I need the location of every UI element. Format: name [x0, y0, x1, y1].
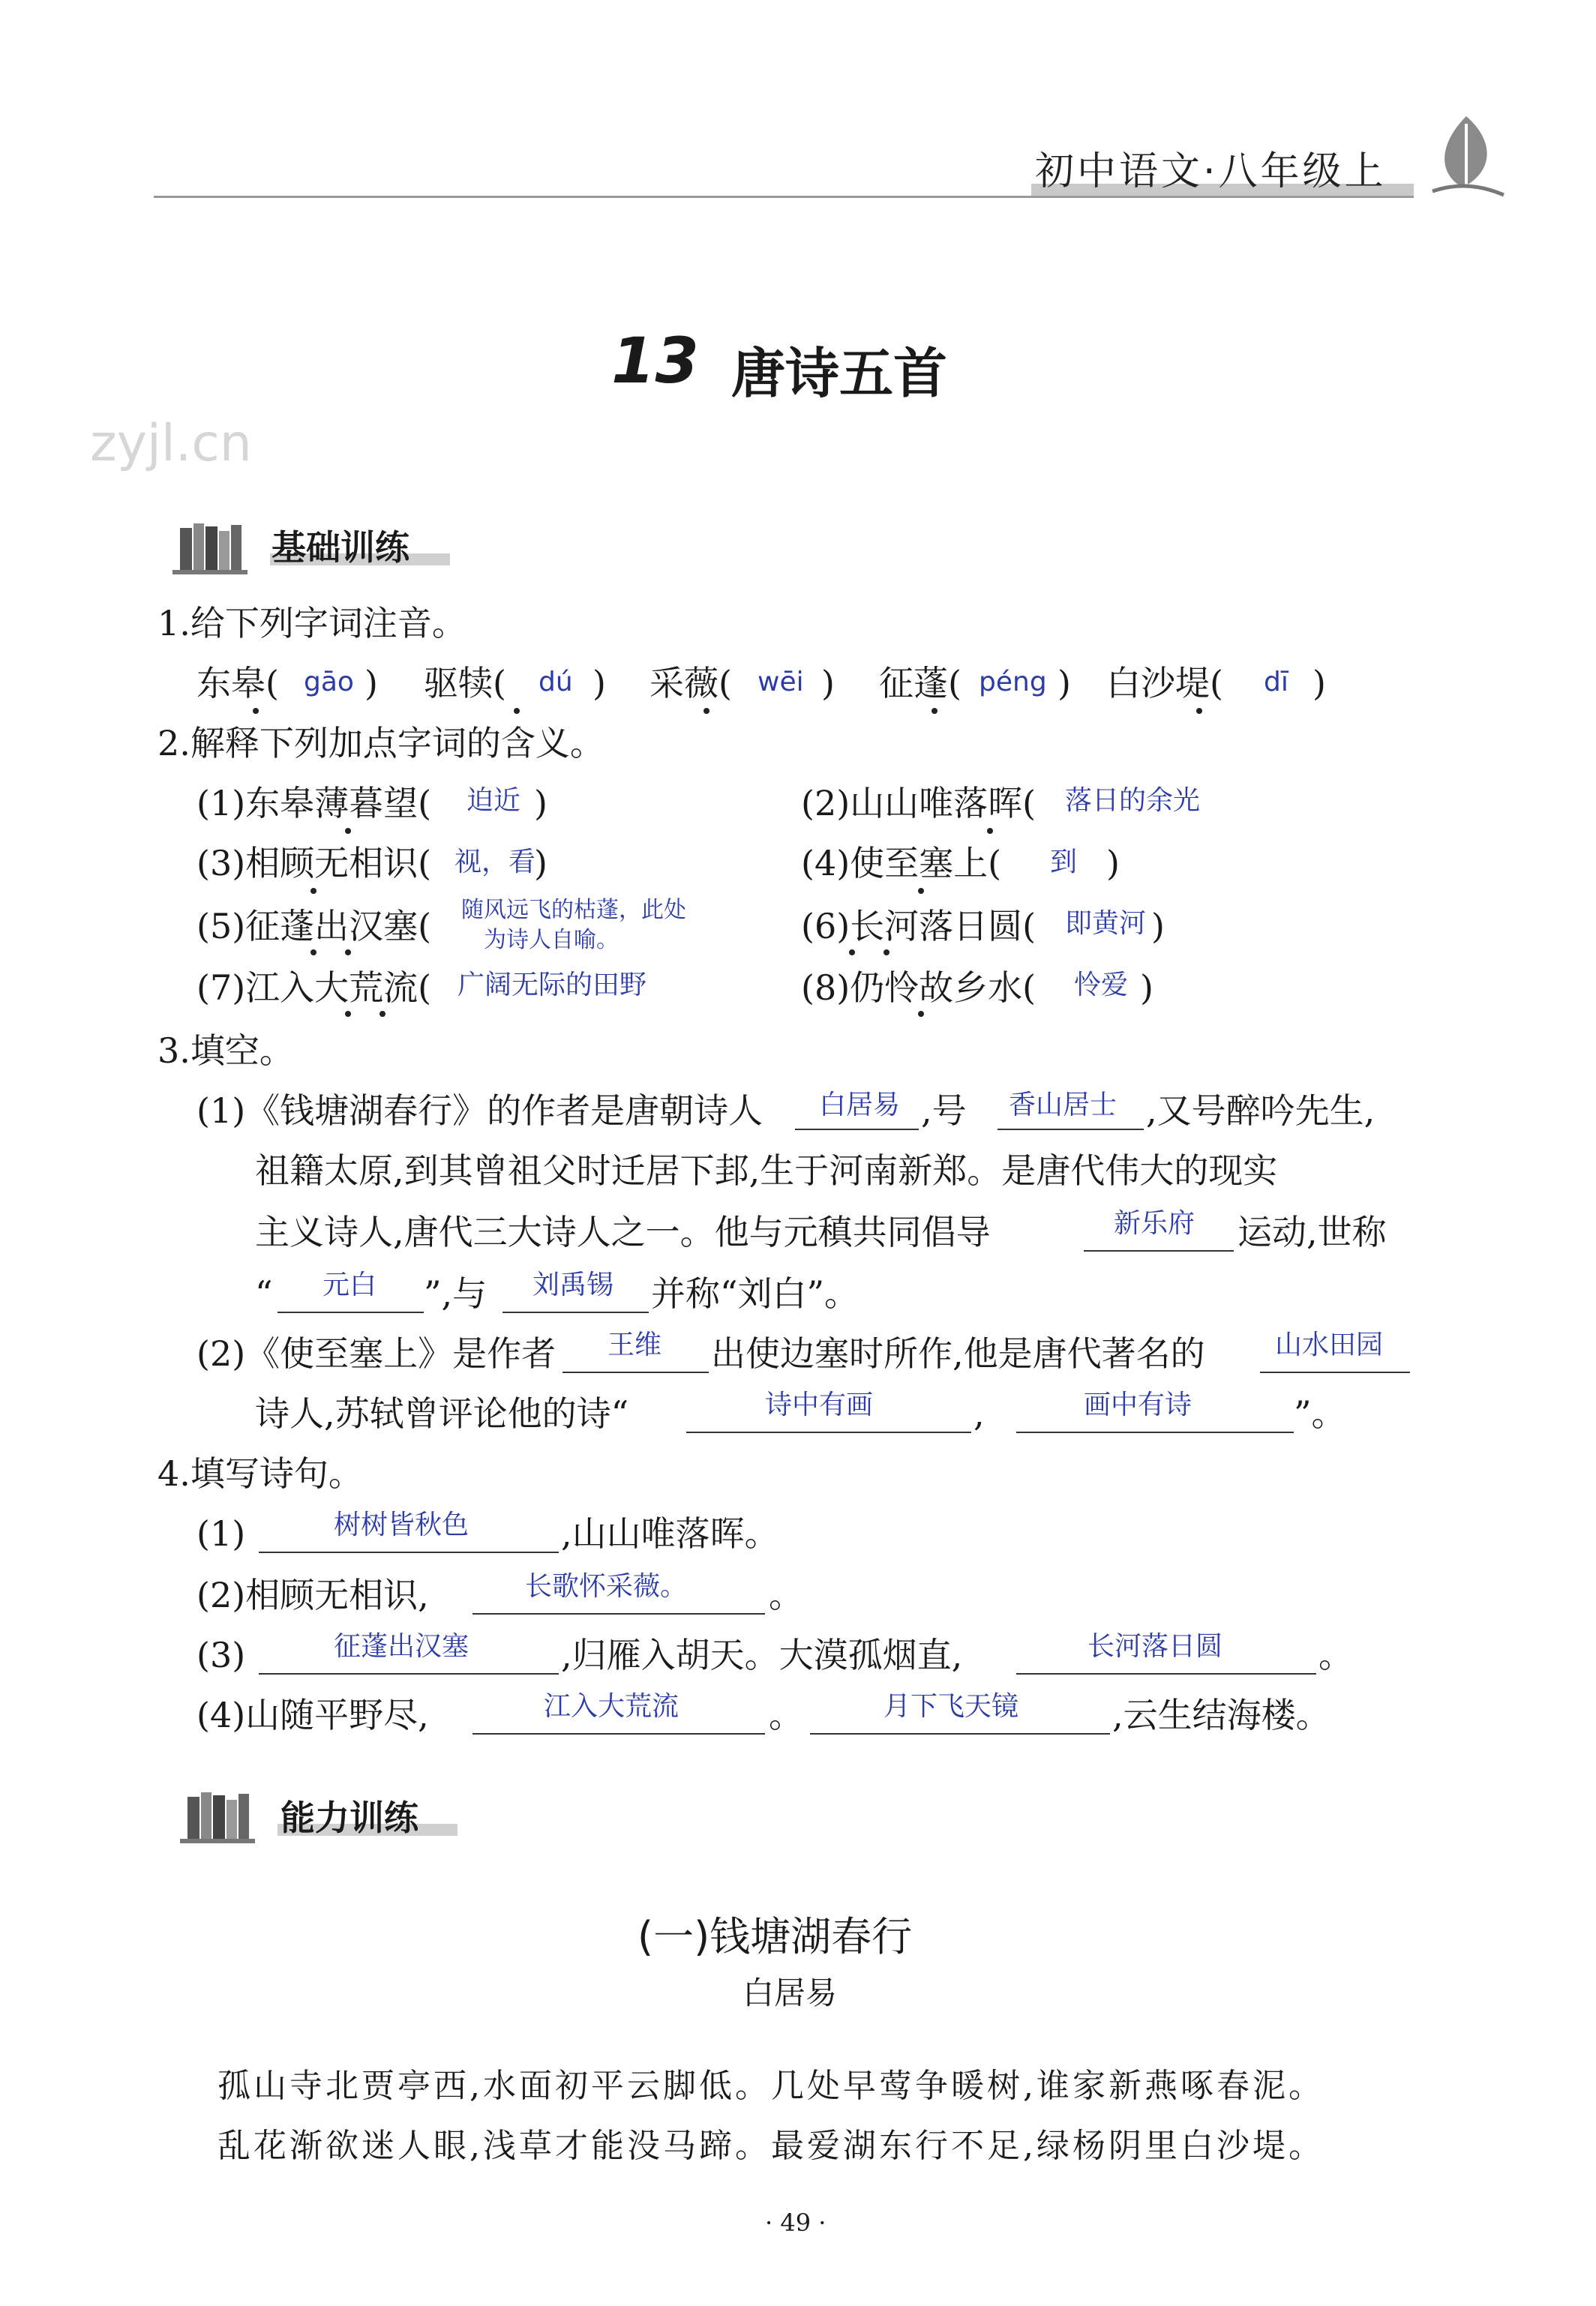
answer-blank — [686, 1432, 971, 1433]
emphasis-dot — [345, 949, 351, 955]
q1-item-answer: dú — [538, 667, 573, 697]
q3-p1-text: 祖籍太原,到其曾祖父时迁居下邽,生于河南新郑。是唐代伟大的现实 — [255, 1150, 1278, 1191]
q2-answer: 落日的余光 — [1065, 785, 1201, 816]
q2-answer: 怜爱 — [1074, 970, 1129, 1000]
q2-close: ) — [1140, 967, 1154, 1008]
q2-answer: 即黄河 — [1065, 908, 1147, 939]
q3-p2-text: 诗人,苏轼曾评论他的诗“ — [255, 1393, 629, 1434]
q3-p1-text: ,又号醉吟先生, — [1146, 1090, 1376, 1131]
books-icon — [165, 517, 255, 576]
answer-blank — [1260, 1372, 1410, 1373]
emphasis-dot — [932, 708, 938, 714]
q2-answer: 视，看 — [454, 847, 536, 877]
emphasis-dot — [310, 949, 316, 955]
answer-blank — [810, 1733, 1110, 1735]
q2-close: ) — [1106, 843, 1120, 883]
poem-line: 孤山寺北贾亭西,水面初平云脚低。几处早莺争暖树,谁家新燕啄春泥。 — [218, 2067, 1324, 2105]
q3-p2-text: ”。 — [1294, 1393, 1346, 1434]
q3-p1-text: (1)《钱塘湖春行》的作者是唐朝诗人 — [196, 1090, 764, 1131]
q2-answer: 广阔无际的田野 — [458, 970, 647, 1000]
emphasis-dot — [987, 828, 993, 834]
answer-blank — [259, 1552, 559, 1553]
q1-item-word: 驱犊( — [424, 663, 506, 703]
q3-p1-text: 运动,世称 — [1238, 1212, 1387, 1252]
q4-text: (1) — [196, 1513, 246, 1554]
q3-p1-text: ”,与 — [424, 1273, 488, 1314]
q2-item: (7)江入大荒流( — [196, 967, 432, 1008]
q4-text: ,云生结海楼。 — [1112, 1695, 1330, 1735]
q3-p2-text: (2)《使至塞上》是作者 — [196, 1333, 556, 1374]
q1-item-word: 征蓬( — [879, 663, 962, 703]
answer-blank — [259, 1673, 559, 1675]
header-rule — [154, 196, 1414, 198]
q2-item: (5)征蓬出汉塞( — [196, 906, 432, 946]
q4-answer: 征蓬出汉塞 — [334, 1631, 470, 1662]
q1-item-answer: wēi — [758, 667, 804, 697]
q4-answer: 长河落日圆 — [1088, 1631, 1223, 1662]
lesson-number: 13 — [611, 324, 699, 397]
q2-close: ) — [534, 843, 548, 883]
emphasis-dot — [380, 1011, 386, 1017]
q3-p1-text: 并称“刘白”。 — [651, 1273, 860, 1314]
q4-text: (4)山随平野尽, — [196, 1695, 429, 1735]
q3-p2-text: 出使边塞时所作,他是唐代著名的 — [711, 1333, 1205, 1374]
answer-blank — [998, 1129, 1144, 1130]
q3-p1-answer: 白居易 — [819, 1090, 901, 1120]
q4-text: 。 — [1318, 1635, 1353, 1675]
answer-blank — [472, 1613, 765, 1615]
section-title-ability: 能力训练 — [280, 1798, 418, 1838]
answer-blank — [1084, 1250, 1234, 1252]
q4-prompt: 4.填写诗句。 — [158, 1453, 363, 1494]
q2-prompt: 2.解释下列加点字词的含义。 — [158, 723, 604, 763]
q2-item: (2)山山唯落晖( — [801, 783, 1036, 823]
q1-item-answer: dī — [1264, 667, 1288, 697]
q2-close: ) — [534, 783, 548, 823]
q4-answer: 长歌怀采薇。 — [525, 1571, 688, 1602]
q3-p2-answer: 诗中有画 — [765, 1390, 874, 1420]
q3-p2-text: , — [974, 1393, 985, 1434]
section-title-basic: 基础训练 — [272, 527, 410, 568]
emphasis-dot — [345, 828, 351, 834]
emphasis-dot — [918, 1011, 924, 1017]
q1-item-close: ) — [592, 663, 606, 703]
q1-prompt: 1.给下列字词注音。 — [158, 603, 466, 643]
q2-item: (1)东皋薄暮望( — [196, 783, 432, 823]
q1-item-word: 东皋( — [196, 663, 279, 703]
q4-answer: 月下飞天镜 — [884, 1691, 1019, 1722]
q1-item-close: ) — [821, 663, 835, 703]
watermark: zyjl.cn — [90, 414, 252, 473]
emphasis-dot — [253, 708, 259, 714]
q4-text: ,山山唯落晖。 — [561, 1513, 779, 1554]
q3-prompt: 3.填空。 — [158, 1030, 294, 1071]
books-icon — [172, 1786, 262, 1845]
answer-blank — [278, 1312, 424, 1313]
q4-text: 。 — [769, 1695, 803, 1735]
q4-text: (3) — [196, 1635, 246, 1675]
emphasis-dot — [310, 888, 316, 894]
q2-item: (4)使至塞上( — [801, 843, 1002, 883]
emphasis-dot — [514, 708, 520, 714]
q3-p1-answer: 新乐府 — [1114, 1208, 1196, 1239]
q1-item-close: ) — [1058, 663, 1071, 703]
q1-item-word: 白沙堤( — [1106, 663, 1223, 703]
q2-answer: 迫近 — [466, 785, 521, 816]
answer-blank — [1016, 1432, 1294, 1433]
q3-p1-text: 主义诗人,唐代三大诗人之一。他与元稹共同倡导 — [255, 1212, 991, 1252]
emphasis-dot — [1196, 708, 1202, 714]
answer-blank — [502, 1312, 649, 1313]
q4-answer: 树树皆秋色 — [334, 1510, 470, 1540]
emphasis-dot — [704, 708, 710, 714]
q1-item-close: ) — [364, 663, 378, 703]
book-title: 初中语文·八年级上 — [1035, 149, 1387, 194]
q3-p2-answer: 山水田园 — [1275, 1330, 1384, 1360]
q3-p1-text: ,号 — [921, 1090, 967, 1131]
answer-blank — [1016, 1673, 1316, 1675]
q2-item: (6)长河落日圆( — [801, 906, 1036, 946]
q1-item-answer: péng — [979, 667, 1047, 697]
q3-p1-answer: 刘禹锡 — [532, 1270, 614, 1300]
poem-title: (一)钱塘湖春行 — [638, 1913, 913, 1960]
poem-author: 白居易 — [742, 1975, 838, 2011]
leaf-logo-icon — [1425, 112, 1508, 199]
emphasis-dot — [849, 949, 855, 955]
page-number: · 49 · — [765, 2209, 826, 2237]
q3-p1-answer: 香山居士 — [1009, 1090, 1118, 1120]
q1-item-close: ) — [1312, 663, 1326, 703]
q1-item-answer: gāo — [304, 667, 354, 697]
lesson-title: 唐诗五首 — [731, 342, 948, 405]
q3-p2-answer: 画中有诗 — [1084, 1390, 1192, 1420]
answer-blank — [562, 1372, 709, 1373]
q2-answer: 到 — [1050, 847, 1078, 877]
q1-item-word: 采薇( — [650, 663, 732, 703]
q2-answer-line1: 随风远飞的枯蓬，此处 — [461, 897, 686, 923]
q4-answer: 江入大荒流 — [544, 1691, 680, 1722]
q4-text: ,归雁入胡天。大漠孤烟直, — [561, 1635, 963, 1675]
q3-p1-answer: 元白 — [322, 1270, 377, 1300]
q2-answer-line2: 为诗人自喻。 — [484, 927, 619, 953]
emphasis-dot — [884, 949, 890, 955]
q2-item: (3)相顾无相识( — [196, 843, 432, 883]
q2-close: ) — [1151, 906, 1165, 946]
q4-text: 。 — [769, 1575, 803, 1615]
q3-p2-answer: 王维 — [608, 1330, 662, 1360]
emphasis-dot — [345, 1011, 351, 1017]
answer-blank — [472, 1733, 765, 1735]
emphasis-dot — [918, 888, 924, 894]
poem-line: 乱花渐欲迷人眼,浅草才能没马蹄。最爱湖东行不足,绿杨阴里白沙堤。 — [218, 2127, 1324, 2165]
q4-text: (2)相顾无相识, — [196, 1575, 429, 1615]
q2-item: (8)仍怜故乡水( — [801, 967, 1036, 1008]
answer-blank — [795, 1129, 919, 1130]
q3-p1-text: “ — [255, 1273, 273, 1314]
